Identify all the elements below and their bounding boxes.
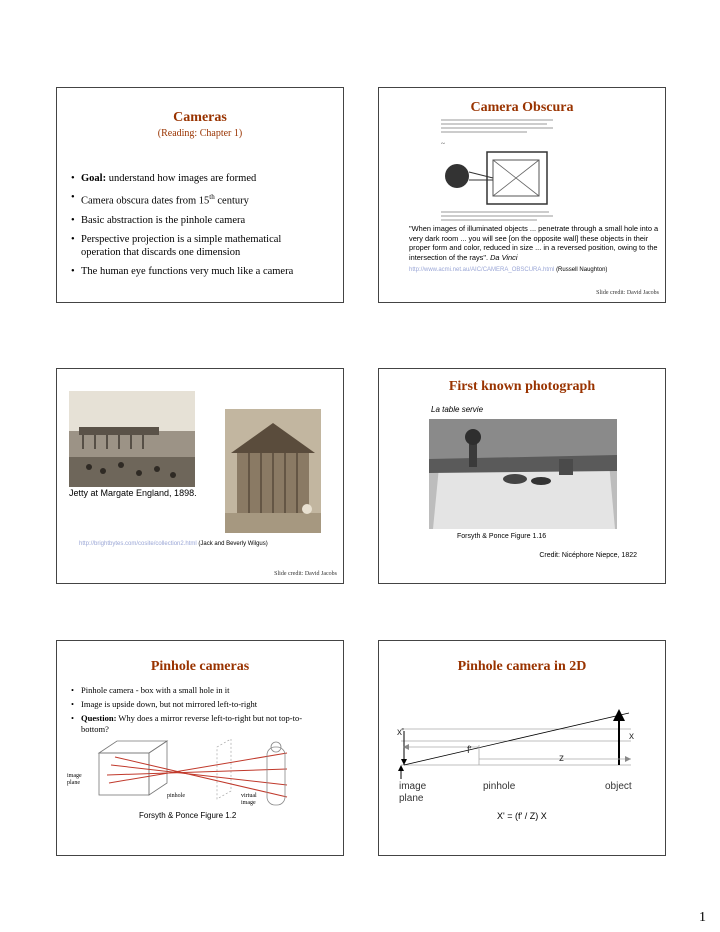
bullet-text: Perspective projection is a simple mathematical operation that discards one dimension: [81, 233, 282, 258]
svg-text:~: ~: [441, 140, 445, 148]
photo-title: La table servie: [431, 405, 484, 414]
bullet-text: The human eye functions very much like a camera: [81, 265, 294, 277]
slide-title: Pinhole cameras: [150, 659, 250, 674]
source-link[interactable]: http://brightbytes.com/cosite/collection2.html: [79, 541, 197, 547]
bullet-item: [71, 172, 321, 185]
slide-title: First known photograph: [448, 379, 596, 394]
slide-title: Pinhole camera in 2D: [457, 659, 587, 674]
photo-caption: Jetty at Margate England, 1898.: [69, 488, 197, 498]
quote-author: Da Vinci: [490, 252, 518, 262]
source-attribution: (Jack and Beverly Wilgus): [198, 541, 268, 547]
bullet-label: Question:: [81, 713, 117, 723]
bullet-item: [71, 685, 303, 696]
kiosk-photo: [225, 409, 321, 533]
camera-obscura-engraving: [437, 116, 557, 224]
bullet-label: Goal:: [81, 173, 107, 184]
slide-subtitle: (Reading: Chapter 1): [157, 128, 243, 139]
label-pinhole: pinhole: [167, 793, 185, 799]
figure-reference: Forsyth & Ponce Figure 1.2: [139, 811, 237, 820]
bullet-item: [71, 191, 321, 208]
slide-camera-obscura: [378, 87, 666, 303]
figure-reference: Forsyth & Ponce Figure 1.16: [457, 533, 547, 540]
bullet-item: [71, 265, 321, 278]
label-object: object: [605, 781, 632, 792]
bullet-text: century: [214, 195, 249, 207]
slide-credit: Slide credit: David Jacobs: [274, 571, 337, 577]
label-image-plane: image plane: [67, 773, 82, 786]
bullet-text: Why does a mirror reverse left-to-right but not top-to-bottom?: [81, 713, 303, 734]
bullet-text: Image is upside down, but not mirrored left-to-right: [81, 699, 258, 709]
slide-cameras: [56, 87, 344, 303]
pinhole-2d-diagram: [379, 641, 666, 856]
source-link[interactable]: http://www.acmi.net.au/AIC/CAMERA_OBSCURA.html: [409, 267, 555, 273]
slide-pinhole-cameras: [56, 640, 344, 856]
slide-credit: Slide credit: David Jacobs: [596, 290, 659, 296]
label-x-prime: x': [397, 727, 404, 738]
source-reference: [79, 541, 268, 547]
bullet-list: [71, 172, 321, 284]
slide-pinhole-2d: [378, 640, 666, 856]
source-reference: [409, 267, 607, 273]
bullet-superscript: th: [209, 193, 215, 201]
label-virtual-image: virtual image: [241, 793, 257, 806]
label-z: z: [559, 753, 564, 764]
page-number: 1: [699, 910, 706, 925]
bullet-text: understand how images are formed: [106, 173, 257, 184]
label-x: x: [629, 731, 634, 742]
label-image-plane: image plane: [399, 781, 427, 804]
bullet-item: [71, 713, 303, 735]
label-pinhole: pinhole: [483, 781, 516, 792]
slide-title: Camera Obscura: [470, 100, 574, 115]
niepce-photograph: [429, 419, 617, 529]
margate-pier-photo: [69, 391, 195, 487]
bullet-item: [71, 233, 321, 259]
photo-credit: Credit: Nicéphore Niepce, 1822: [539, 552, 637, 559]
label-f-prime: f': [467, 745, 472, 756]
slide-margate-jetty: [56, 368, 344, 584]
slide-title: Cameras: [173, 110, 227, 125]
quote-text: "When images of illuminated objects ... penetrate through a small hole into a very dark room ... you will see [on the opposite wall] these objects in their proper form and color, reduced in size ... in a reversed position, owing to the intersection of the rays".: [409, 224, 659, 262]
slide-first-photograph: [378, 368, 666, 584]
projection-formula: X' = (f' / Z) X: [497, 811, 547, 821]
bullet-item: [71, 214, 321, 227]
bullet-text: Basic abstraction is the pinhole camera: [81, 214, 246, 226]
bullet-list: [71, 685, 303, 738]
source-attribution: (Russell Naughton): [556, 267, 608, 273]
bullet-item: [71, 699, 303, 710]
da-vinci-quote: [409, 224, 661, 262]
bullet-text: Camera obscura dates from 15: [81, 195, 210, 207]
bullet-text: Pinhole camera - box with a small hole in it: [81, 685, 230, 695]
